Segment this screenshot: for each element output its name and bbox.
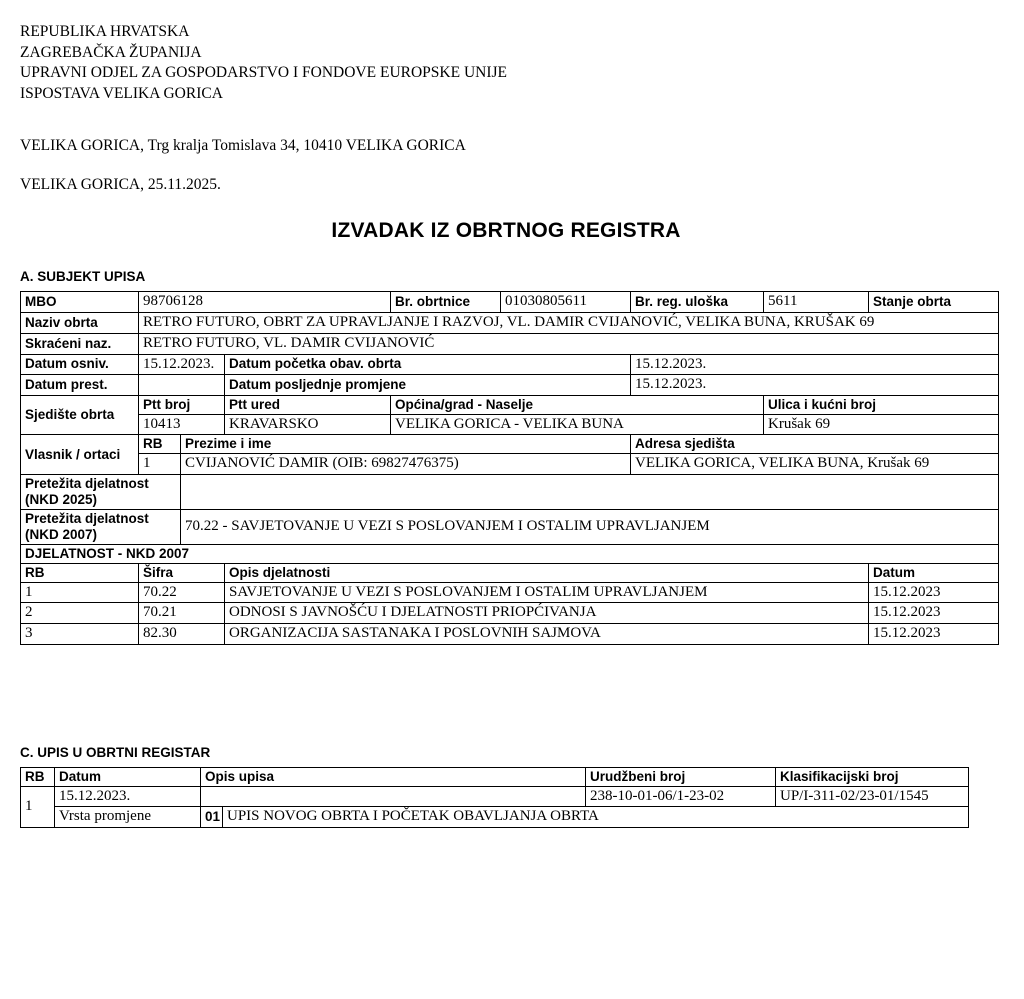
pretezita-2025-label: Pretežita djelatnost (NKD 2025): [21, 475, 181, 510]
ptt-ured-label: Ptt ured: [225, 395, 391, 414]
datum-pocetka-value: 15.12.2023.: [631, 354, 999, 375]
pretezita-2007-value: 70.22 - SAVJETOVANJE U VEZI S POSLOVANJEM I OSTALIM UPRAVLJANJEM: [181, 509, 999, 544]
ulica-label: Ulica i kućni broj: [764, 395, 999, 414]
table-row: [21, 475, 999, 510]
djelatnost-col-sifra: Šifra: [139, 563, 225, 582]
djelatnost-sifra: 70.22: [139, 582, 225, 603]
datum-osnivanja-label: Datum osniv.: [21, 354, 139, 375]
upis-rb: 1: [21, 786, 55, 827]
djelatnost-heading: DJELATNOST - NKD 2007: [21, 544, 999, 563]
obrtnica-label: Br. obrtnice: [391, 292, 501, 313]
upis-col-klasifikacijski: Klasifikacijski broj: [776, 767, 969, 786]
table-row: [21, 414, 999, 435]
vlasnik-adresa-value: VELIKA GORICA, VELIKA BUNA, Krušak 69: [631, 454, 999, 475]
issue-date: VELIKA GORICA, 25.11.2025.: [20, 176, 221, 194]
opcina-label: Općina/grad - Naselje: [391, 395, 764, 414]
naziv-label: Naziv obrta: [21, 313, 139, 334]
table-row: [21, 435, 999, 454]
upis-col-datum: Datum: [55, 767, 201, 786]
djelatnost-opis: ODNOSI S JAVNOŠĆU I DJELATNOSTI PRIOPĆIVANJA: [225, 603, 869, 624]
issuer-line-2: ZAGREBAČKA ŽUPANIJA: [20, 43, 202, 61]
table-row: [21, 624, 999, 645]
mbo-value: 98706128: [139, 292, 391, 313]
djelatnost-rb: 3: [21, 624, 139, 645]
ptt-broj-label: Ptt broj: [139, 395, 225, 414]
upis-col-rb: RB: [21, 767, 55, 786]
issuer-line-4: ISPOSTAVA VELIKA GORICA: [20, 84, 223, 102]
stanje-label: Stanje obrta: [869, 292, 999, 313]
skraceni-label: Skraćeni naz.: [21, 333, 139, 354]
table-row: [21, 395, 999, 414]
issuer-line-3: UPRAVNI ODJEL ZA GOSPODARSTVO I FONDOVE EUROPSKE UNIJE: [20, 64, 507, 82]
upis-opis: [201, 786, 586, 807]
table-row: [21, 454, 999, 475]
table-row: [21, 603, 999, 624]
office-address: VELIKA GORICA, Trg kralja Tomislava 34, 10410 VELIKA GORICA: [20, 137, 466, 155]
datum-pocetka-label: Datum početka obav. obrta: [225, 354, 631, 375]
subject-table: [20, 291, 999, 644]
djelatnost-col-datum: Datum: [869, 563, 999, 582]
mbo-label: MBO: [21, 292, 139, 313]
table-row: [21, 333, 999, 354]
obrtnica-value: 01030805611: [501, 292, 631, 313]
datum-prestanka-label: Datum prest.: [21, 375, 139, 396]
djelatnost-datum: 15.12.2023: [869, 582, 999, 603]
vlasnik-prezime-label: Prezime i ime: [181, 435, 631, 454]
djelatnost-col-opis: Opis djelatnosti: [225, 563, 869, 582]
ulica-value: Krušak 69: [764, 414, 999, 435]
djelatnost-sifra: 70.21: [139, 603, 225, 624]
reg-uložak-label: Br. reg. uloška: [631, 292, 764, 313]
reg-uložak-value: 5611: [764, 292, 869, 313]
table-row: [21, 375, 999, 396]
table-row: [21, 767, 969, 786]
table-row: [21, 509, 999, 544]
upis-klasifikacijski: UP/I-311-02/23-01/1545: [776, 786, 969, 807]
djelatnost-rb: 2: [21, 603, 139, 624]
djelatnost-opis: SAVJETOVANJE U VEZI S POSLOVANJEM I OSTALIM UPRAVLJANJEM: [225, 582, 869, 603]
ptt-broj-value: 10413: [139, 414, 225, 435]
ptt-ured-value: KRAVARSKO: [225, 414, 391, 435]
section-c-heading: C. UPIS U OBRTNI REGISTAR: [20, 744, 211, 760]
vlasnik-rb-label: RB: [139, 435, 181, 454]
pretezita-2007-label: Pretežita djelatnost (NKD 2007): [21, 509, 181, 544]
table-row: [21, 807, 969, 828]
djelatnost-datum: 15.12.2023: [869, 603, 999, 624]
document-title: IZVADAK IZ OBRTNOG REGISTRA: [331, 219, 681, 243]
skraceni-value: RETRO FUTURO, VL. DAMIR CVIJANOVIĆ: [139, 333, 999, 354]
djelatnost-col-rb: RB: [21, 563, 139, 582]
upis-col-urudzbeni: Urudžbeni broj: [586, 767, 776, 786]
sjediste-label: Sjedište obrta: [21, 395, 139, 435]
vrsta-promjene-code: 01: [201, 807, 223, 828]
upis-urudzbeni: 238-10-01-06/1-23-02: [586, 786, 776, 807]
registry-entry-table: [20, 767, 969, 828]
table-row: [21, 313, 999, 334]
table-row: [21, 544, 999, 563]
vlasnik-prezime-value: CVIJANOVIĆ DAMIR (OIB: 69827476375): [181, 454, 631, 475]
naziv-value: RETRO FUTURO, OBRT ZA UPRAVLJANJE I RAZVOJ, VL. DAMIR CVIJANOVIĆ, VELIKA BUNA, KRUŠAK 69: [139, 313, 999, 334]
vrsta-promjene-text: UPIS NOVOG OBRTA I POČETAK OBAVLJANJA OBRTA: [223, 807, 969, 828]
table-row: [21, 786, 969, 807]
table-row: [21, 582, 999, 603]
upis-datum: 15.12.2023.: [55, 786, 201, 807]
djelatnost-rb: 1: [21, 582, 139, 603]
table-row: [21, 563, 999, 582]
datum-osnivanja-value: 15.12.2023.: [139, 354, 225, 375]
djelatnost-datum: 15.12.2023: [869, 624, 999, 645]
datum-prestanka-value: [139, 375, 225, 396]
pretezita-2025-value: [181, 475, 999, 510]
upis-col-opis: Opis upisa: [201, 767, 586, 786]
datum-zadnje-promjene-label: Datum posljednje promjene: [225, 375, 631, 396]
vlasnik-rb-value: 1: [139, 454, 181, 475]
vlasnik-label: Vlasnik / ortaci: [21, 435, 139, 475]
table-row: [21, 354, 999, 375]
issuer-header: [20, 22, 994, 104]
vlasnik-adresa-label: Adresa sjedišta: [631, 435, 999, 454]
opcina-value: VELIKA GORICA - VELIKA BUNA: [391, 414, 764, 435]
djelatnost-opis: ORGANIZACIJA SASTANAKA I POSLOVNIH SAJMOVA: [225, 624, 869, 645]
datum-zadnje-promjene-value: 15.12.2023.: [631, 375, 999, 396]
djelatnost-sifra: 82.30: [139, 624, 225, 645]
table-row: [21, 292, 999, 313]
vrsta-promjene-label: Vrsta promjene: [55, 807, 201, 828]
section-a-heading: A. SUBJEKT UPISA: [20, 269, 146, 285]
issuer-line-1: REPUBLIKA HRVATSKA: [20, 23, 190, 40]
